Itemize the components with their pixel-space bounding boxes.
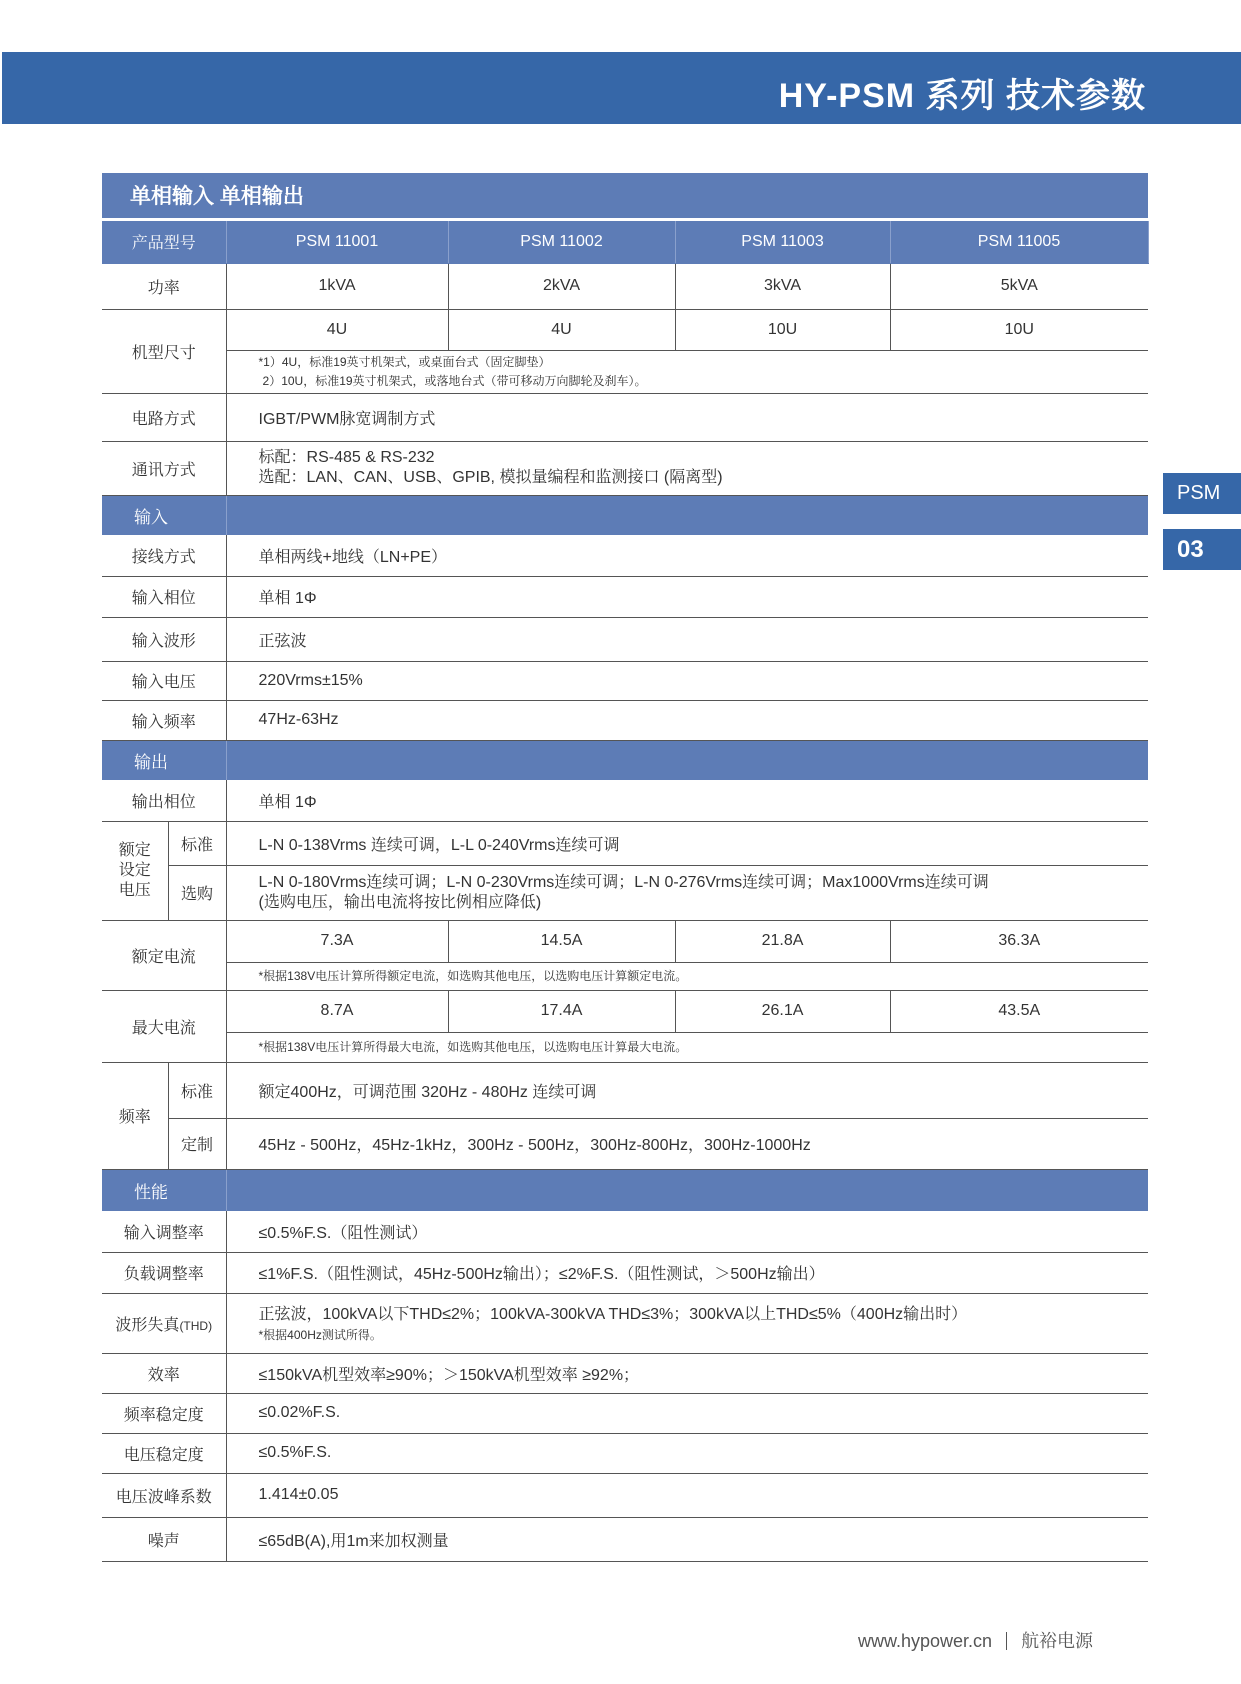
thd-value: 正弦波，100kVA以下THD≤2%；100kVA-300kVA THD≤3%；300kVA以上THD≤5%（400Hz输出时） bbox=[258, 1305, 968, 1323]
circuit-value: IGBT/PWM脉宽调制方式 bbox=[226, 393, 1148, 441]
input-wiring-value: 单相两线+地线（LN+PE） bbox=[226, 535, 1148, 576]
section-input-label: 输入 bbox=[102, 495, 226, 535]
noise-label: 噪声 bbox=[102, 1517, 226, 1561]
rated-voltage-std-label: 标准 bbox=[168, 821, 226, 865]
circuit-label: 电路方式 bbox=[102, 393, 226, 441]
size-note-2: 2）10U，标准19英寸机架式，或落地台式（带可移动万向脚轮及刹车）。 bbox=[262, 373, 647, 388]
max-current-note-row bbox=[102, 1032, 1148, 1062]
efficiency-row bbox=[102, 1353, 1148, 1393]
rated-current-note: *根据138V电压计算所得额定电流，如选购其他电压，以选购电压计算额定电流。 bbox=[226, 962, 1148, 990]
thd-label-suffix: (THD) bbox=[179, 1318, 213, 1333]
size-row bbox=[102, 309, 1148, 350]
crest-factor-row bbox=[102, 1473, 1148, 1517]
model-label: 产品型号 bbox=[102, 221, 226, 263]
spec-table-container bbox=[102, 173, 1148, 1562]
freq-stability-value: ≤0.02%F.S. bbox=[226, 1393, 1148, 1433]
input-voltage-row bbox=[102, 661, 1148, 700]
section-output bbox=[102, 740, 1148, 780]
volt-stability-value: ≤0.5%F.S. bbox=[226, 1433, 1148, 1473]
input-wiring-row bbox=[102, 535, 1148, 576]
input-phase-row bbox=[102, 576, 1148, 617]
noise-value: ≤65dB(A),用1m来加权测量 bbox=[226, 1517, 1148, 1561]
power-cell: 5kVA bbox=[890, 263, 1148, 309]
section-output-label: 输出 bbox=[102, 740, 226, 780]
freq-stability-label: 频率稳定度 bbox=[102, 1393, 226, 1433]
model-cell: PSM 11005 bbox=[890, 221, 1148, 263]
power-label: 功率 bbox=[102, 263, 226, 309]
load-regulation-label: 负载调整率 bbox=[102, 1252, 226, 1293]
output-phase-label: 输出相位 bbox=[102, 780, 226, 821]
input-phase-value: 单相 1Φ bbox=[226, 576, 1148, 617]
section-performance-label: 性能 bbox=[102, 1169, 226, 1211]
section-performance bbox=[102, 1169, 1148, 1211]
input-waveform-label: 输入波形 bbox=[102, 617, 226, 661]
rated-current-cell: 14.5A bbox=[448, 920, 675, 962]
side-tab-series: PSM bbox=[1163, 473, 1241, 514]
size-cell: 4U bbox=[226, 309, 448, 350]
section-input bbox=[102, 495, 1148, 535]
power-row bbox=[102, 263, 1148, 309]
input-phase-label: 输入相位 bbox=[102, 576, 226, 617]
output-frequency-label: 频率 bbox=[102, 1062, 168, 1169]
table-title: 单相输入 单相输出 bbox=[102, 173, 1148, 221]
power-cell: 2kVA bbox=[448, 263, 675, 309]
footer bbox=[858, 1627, 1093, 1653]
thd-label: 波形失真 bbox=[115, 1316, 180, 1334]
thd-row bbox=[102, 1293, 1148, 1353]
crest-factor-value: 1.414±0.05 bbox=[226, 1473, 1148, 1517]
input-frequency-value: 47Hz-63Hz bbox=[226, 700, 1148, 740]
noise-row bbox=[102, 1517, 1148, 1561]
rated-voltage-opt-value: L-N 0-180Vrms连续可调；L-N 0-230Vrms连续可调；L-N 0-276Vrms连续可调；Max1000Vrms连续可调 bbox=[258, 873, 989, 891]
line-regulation-value: ≤0.5%F.S.（阻性测试） bbox=[226, 1211, 1148, 1252]
efficiency-label: 效率 bbox=[102, 1353, 226, 1393]
header-bar bbox=[2, 52, 1241, 124]
comm-standard: 标配：RS-485 & RS-232 bbox=[258, 449, 435, 466]
rated-current-cell: 7.3A bbox=[226, 920, 448, 962]
rated-current-label: 额定电流 bbox=[102, 920, 226, 990]
size-cell: 10U bbox=[675, 309, 890, 350]
max-current-cell: 26.1A bbox=[675, 990, 890, 1032]
input-waveform-value: 正弦波 bbox=[226, 617, 1148, 661]
crest-factor-label: 电压波峰系数 bbox=[102, 1473, 226, 1517]
rated-voltage-opt-label: 选购 bbox=[168, 865, 226, 920]
rated-voltage-label-line: 额定 bbox=[118, 841, 151, 859]
rated-voltage-label-line: 设定 bbox=[118, 861, 151, 879]
model-row bbox=[102, 221, 1148, 263]
circuit-row bbox=[102, 393, 1148, 441]
side-tab-page-number: 03 bbox=[1163, 529, 1241, 570]
rated-current-cell: 36.3A bbox=[890, 920, 1148, 962]
output-frequency-std-row bbox=[102, 1062, 1148, 1118]
max-current-cell: 8.7A bbox=[226, 990, 448, 1032]
input-wiring-label: 接线方式 bbox=[102, 535, 226, 576]
spec-table bbox=[102, 221, 1149, 1562]
output-phase-row bbox=[102, 780, 1148, 821]
freq-stability-row bbox=[102, 1393, 1148, 1433]
size-cell: 4U bbox=[448, 309, 675, 350]
output-frequency-custom-value: 45Hz - 500Hz，45Hz-1kHz，300Hz - 500Hz，300Hz-800Hz，300Hz-1000Hz bbox=[226, 1118, 1148, 1169]
max-current-label: 最大电流 bbox=[102, 990, 226, 1062]
rated-current-note-row bbox=[102, 962, 1148, 990]
max-current-row bbox=[102, 990, 1148, 1032]
volt-stability-label: 电压稳定度 bbox=[102, 1433, 226, 1473]
comm-label: 通讯方式 bbox=[102, 441, 226, 495]
rated-voltage-opt-note: (选购电压，输出电流将按比例相应降低) bbox=[258, 893, 542, 911]
line-regulation-label: 输入调整率 bbox=[102, 1211, 226, 1252]
size-note-row bbox=[102, 350, 1148, 393]
output-frequency-custom-row bbox=[102, 1118, 1148, 1169]
output-frequency-std-label: 标准 bbox=[168, 1062, 226, 1118]
rated-current-cell: 21.8A bbox=[675, 920, 890, 962]
volt-stability-row bbox=[102, 1433, 1148, 1473]
footer-brand: 航裕电源 bbox=[1021, 1631, 1094, 1651]
size-label: 机型尺寸 bbox=[102, 309, 226, 393]
model-cell: PSM 11002 bbox=[448, 221, 675, 263]
input-frequency-label: 输入频率 bbox=[102, 700, 226, 740]
page-title: HY-PSM 系列 技术参数 bbox=[778, 77, 1146, 115]
model-cell: PSM 11001 bbox=[226, 221, 448, 263]
output-frequency-custom-label: 定制 bbox=[168, 1118, 226, 1169]
power-cell: 1kVA bbox=[226, 263, 448, 309]
input-voltage-value: 220Vrms±15% bbox=[226, 661, 1148, 700]
rated-voltage-std-row bbox=[102, 821, 1148, 865]
max-current-cell: 43.5A bbox=[890, 990, 1148, 1032]
input-frequency-row bbox=[102, 700, 1148, 740]
input-waveform-row bbox=[102, 617, 1148, 661]
rated-voltage-opt-row bbox=[102, 865, 1148, 920]
comm-row bbox=[102, 441, 1148, 495]
size-note-1: *1）4U，标准19英寸机架式，或桌面台式（固定脚垫） bbox=[258, 354, 551, 369]
rated-current-row bbox=[102, 920, 1148, 962]
model-cell: PSM 11003 bbox=[675, 221, 890, 263]
max-current-note: *根据138V电压计算所得最大电流，如选购其他电压，以选购电压计算最大电流。 bbox=[226, 1032, 1148, 1062]
efficiency-value: ≤150kVA机型效率≥90%；＞150kVA机型效率 ≥92%； bbox=[226, 1353, 1148, 1393]
output-phase-value: 单相 1Φ bbox=[226, 780, 1148, 821]
rated-voltage-label-line: 电压 bbox=[118, 881, 151, 899]
footer-website[interactable]: www.hypower.cn bbox=[858, 1631, 993, 1651]
input-voltage-label: 输入电压 bbox=[102, 661, 226, 700]
power-cell: 3kVA bbox=[675, 263, 890, 309]
size-cell: 10U bbox=[890, 309, 1148, 350]
load-regulation-row bbox=[102, 1252, 1148, 1293]
rated-voltage-std-value: L-N 0-138Vrms 连续可调，L-L 0-240Vrms连续可调 bbox=[226, 821, 1148, 865]
thd-note: *根据400Hz测试所得。 bbox=[258, 1327, 382, 1342]
output-frequency-std-value: 额定400Hz，可调范围 320Hz - 480Hz 连续可调 bbox=[226, 1062, 1148, 1118]
line-regulation-row bbox=[102, 1211, 1148, 1252]
footer-divider bbox=[1006, 1632, 1007, 1650]
comm-optional: 选配：LAN、CAN、USB、GPIB, 模拟量编程和监测接口 (隔离型) bbox=[258, 469, 723, 486]
load-regulation-value: ≤1%F.S.（阻性测试，45Hz-500Hz输出）；≤2%F.S.（阻性测试，＞500Hz输出） bbox=[226, 1252, 1148, 1293]
max-current-cell: 17.4A bbox=[448, 990, 675, 1032]
